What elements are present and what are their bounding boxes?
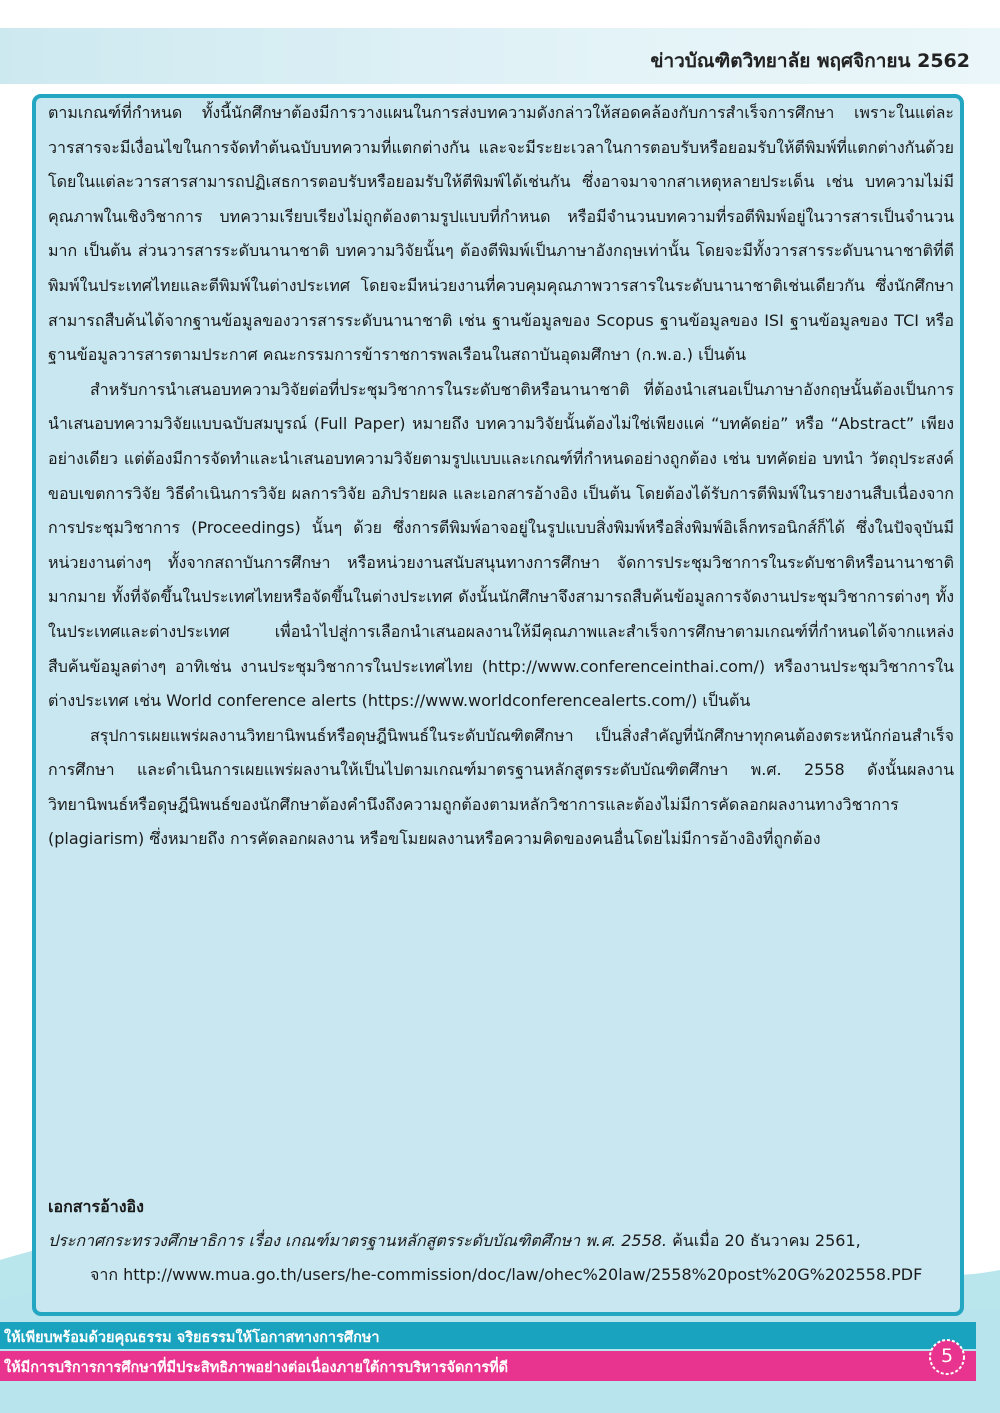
- reference-citation-accessed: ค้นเมื่อ 20 ธันวาคม 2561,: [667, 1231, 861, 1250]
- footer-pink-bar: [0, 1351, 976, 1381]
- reference-citation: [48, 1224, 954, 1258]
- page-number: 5: [940, 1345, 954, 1367]
- footer-teal-bar: [0, 1322, 976, 1349]
- reference-url-line: จาก http://www.mua.go.th/users/he-commission/doc/law/ohec%20law/2558%20post%20G%202558.PDF: [90, 1265, 923, 1284]
- article-body: [48, 96, 954, 857]
- references-section: [48, 1190, 954, 1292]
- footer-slogan-1: ให้เพียบพร้อมด้วยคุณธรรม จริยธรรมให้โอกาสทางการศึกษา: [4, 1330, 380, 1346]
- paragraph: ตามเกณฑ์ที่กำหนด ทั้งนี้นักศึกษาต้องมีการวางแผนในการส่งบทความดังกล่าวให้สอดคล้องกับการสำเร็จการศึกษา เพราะในแต่ละวารสารจะมีเงื่อนไขในการจัดทำต้นฉบับบทความที่แตกต่างกัน และจะมีระยะเวลาในการตอบรับหรือยอมรับให้ตีพิมพ์ที่แตกต่างกันด้วย โดยในแต่ละวารสารสามารถปฏิเสธการตอบรับหรือยอมรับให้ตีพิมพ์ได้เช่นกัน ซึ่งอาจมาจากสาเหตุหลายประเด็น เช่น บทความไม่มีคุณภาพในเชิงวิชาการ บทความเรียบเรียงไม่ถูกต้องตามรูปแบบที่กำหนด หรือมีจำนวนบทความที่รอตีพิมพ์อยู่ในวารสารเป็นจำนวนมาก เป็นต้น ส่วนวารสารระดับนานาชาติ บทความวิจัยนั้นๆ ต้องตีพิมพ์เป็นภาษาอังกฤษเท่านั้น โดยจะมีทั้งวารสารระดับนานาชาติที่ตีพิมพ์ในประเทศไทยและตีพิมพ์ในต่างประเทศ โดยจะมีหน่วยงานที่ควบคุมคุณภาพวารสารในระดับนานาชาติเช่นเดียวกัน ซึ่งนักศึกษาสามารถสืบค้นได้จากฐานข้อมูลของวารสารระดับนานาชาติ เช่น ฐานข้อมูลของ Scopus ฐานข้อมูลของ ISI ฐานข้อมูลของ TCI หรือฐานข้อมูลวารสารตามประกาศ คณะกรรมการข้าราชการพลเรือนในสถาบันอุดมศึกษา (ก.พ.อ.) เป็นต้น: [48, 103, 954, 365]
- reference-citation-title: ประกาศกระทรวงศึกษาธิการ เรื่อง เกณฑ์มาตรฐานหลักสูตรระดับบัณฑิตศึกษา พ.ศ. 2558.: [48, 1231, 668, 1250]
- paragraph: สรุปการเผยแพร่ผลงานวิทยานิพนธ์หรือดุษฎีนิพนธ์ในระดับบัณฑิตศึกษา เป็นสิ่งสำคัญที่นักศึกษาทุกคนต้องตระหนักก่อนสำเร็จการศึกษา และดำเนินการเผยแพร่ผลงานให้เป็นไปตามเกณฑ์มาตรฐานหลักสูตรระดับบัณฑิตศึกษา พ.ศ. 2558 ดังนั้นผลงานวิทยานิพนธ์หรือดุษฎีนิพนธ์ของนักศึกษาต้องคำนึงถึงความถูกต้องตามหลักวิชาการและต้องไม่มีการคัดลอกผลงานทางวิชาการ (plagiarism) ซึ่งหมายถึง การคัดลอกผลงาน หรือขโมยผลงานหรือความคิดของคนอื่นโดยไม่มีการอ้างอิงที่ถูกต้อง: [48, 725, 954, 849]
- footer-slogan-2: ให้มีการบริการการศึกษาที่มีประสิทธิภาพอย่างต่อเนื่องภายใต้การบริหารจัดการที่ดี: [4, 1360, 509, 1376]
- newsletter-title: ข่าวบัณฑิตวิทยาลัย พฤศจิกายน 2562: [650, 50, 970, 72]
- page-number-badge: [925, 1336, 969, 1378]
- paragraph: สำหรับการนำเสนอบทความวิจัยต่อที่ประชุมวิชาการในระดับชาติหรือนานาชาติ ที่ต้องนำเสนอเป็นภาษาอังกฤษนั้นต้องเป็นการนำเสนอบทความวิจัยแบบฉบับสมบูรณ์ (Full Paper) หมายถึง บทความวิจัยนั้นต้องไม่ใช่เพียงแค่ “บทคัดย่อ” หรือ “Abstract” เพียงอย่างเดียว แต่ต้องมีการจัดทำและนำเสนอบทความวิจัยตามรูปแบบและเกณฑ์ที่กำหนดอย่างถูกต้อง เช่น บทคัดย่อ บทนำ วัตถุประสงค์ ขอบเขตการวิจัย วิธีดำเนินการวิจัย ผลการวิจัย อภิปรายผล และเอกสารอ้างอิง เป็นต้น โดยต้องได้รับการตีพิมพ์ในรายงานสืบเนื่องจากการประชุมวิชาการ (Proceedings) นั้นๆ ด้วย ซึ่งการตีพิมพ์อาจอยู่ในรูปแบบสิ่งพิมพ์หรือสิ่งพิมพ์อิเล็กทรอนิกส์ก็ได้ ซึ่งในปัจจุบันมีหน่วยงานต่างๆ ทั้งจากสถาบันการศึกษา หรือหน่วยงานสนับสนุนทางการศึกษา จัดการประชุมวิชาการในระดับชาติหรือนานาชาติมากมาย ทั้งที่จัดขึ้นในประเทศไทยหรือจัดขึ้นในต่างประเทศ ดังนั้นนักศึกษาจึงสามารถสืบค้นข้อมูลการจัดงานประชุมวิชาการต่างๆ ทั้งในประเทศและต่างประเทศ เพื่อนำไปสู่การเลือกนำเสนอผลงานให้มีคุณภาพและสำเร็จการศึกษาตามเกณฑ์ที่กำหนดได้จากแหล่งสืบค้นข้อมูลต่างๆ อาทิเช่น งานประชุมวิชาการในประเทศไทย (http://www.conferenceinthai.com/) หรืองานประชุมวิชาการในต่างประเทศ เช่น World conference alerts (https://www.worldconferencealerts.com/) เป็นต้น: [48, 379, 954, 711]
- references-heading: เอกสารอ้างอิง: [48, 1197, 144, 1216]
